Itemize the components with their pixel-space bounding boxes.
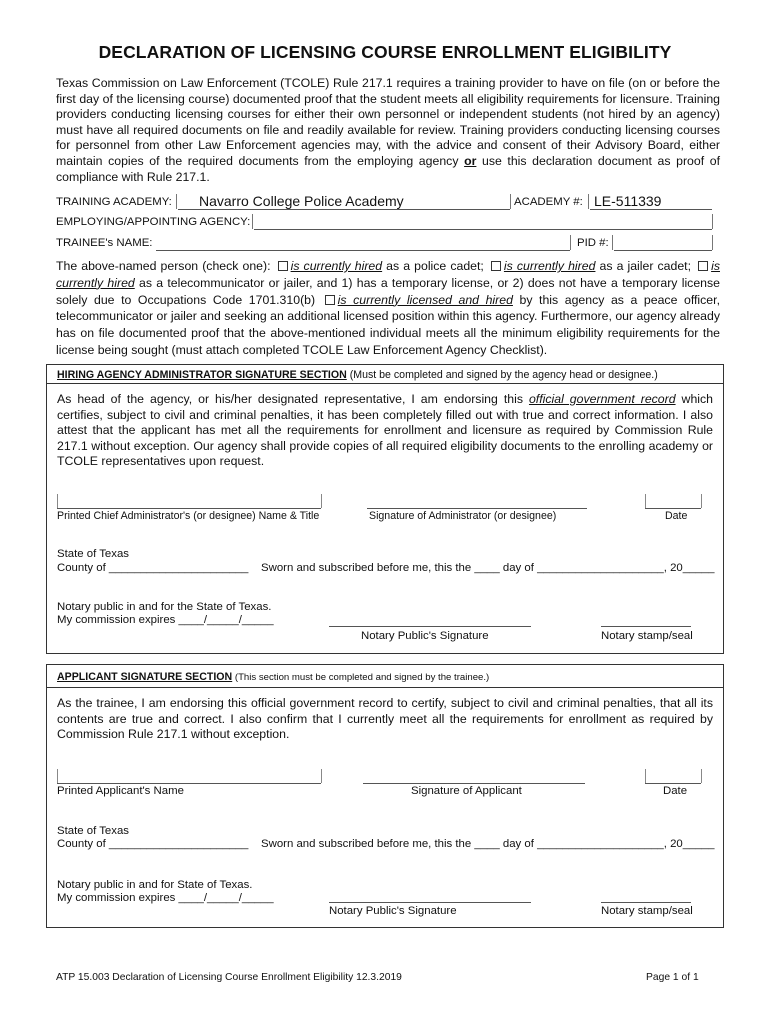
applicant-date-caption: Date — [663, 785, 688, 797]
applicant-name-tick — [57, 769, 58, 783]
intro-or-emphasis: or — [464, 153, 477, 168]
hiring-agency-section — [46, 364, 724, 654]
printed-name-field[interactable] — [57, 508, 321, 509]
trainee-name-field-edge — [570, 235, 571, 250]
checkbox-licensed-hired[interactable] — [325, 295, 335, 305]
intro-text-2: use this declaration document as proof of compliance with Rule 217.1. — [56, 153, 721, 184]
footer-document-id: ATP 15.003 Declaration of Licensing Course Enrollment Eligibility 12.3.2019 — [56, 972, 402, 983]
academy-number-label: ACADEMY #: — [514, 196, 583, 208]
applicant-notary-seal-field[interactable] — [601, 902, 691, 903]
checkbox-telecommunicator[interactable] — [698, 261, 708, 271]
intro-text-1: Texas Commission on Law Enforcement (TCOLE) Rule 217.1 requires a training provider to have on file (on or before the first day of the licensing course) documented proof that the student meets all eligibility requirements for licensure. Training providers conducting licensing courses for either their own personnel or independent students (not hired by an agency) must have all required documents on file and readily available for review. Training providers conducting licensing courses for personnel from other Law Enforcement agencies may, with the advice and consent of their Advisory Board, either maintain copies of the required documents from the employing agency — [56, 76, 720, 168]
academy-number-field-edge-2 — [588, 194, 589, 209]
applicant-sworn: Sworn and subscribed before me, this the ____ day of ____________________, 20_____ — [261, 838, 715, 850]
applicant-heading-divider — [47, 687, 723, 688]
applicant-notary-seal-caption: Notary stamp/seal — [601, 905, 693, 917]
hiring-county: County of ______________________ — [57, 562, 249, 574]
applicant-heading-note: (This section must be completed and signed by the trainee.) — [232, 672, 490, 683]
hiring-text-2: which certifies, subject to civil and criminal penalties, it has been completely filled out with true and correct information. I also attest that the applicant has met all the requirements for enrollment and licensure as required by Commission Rule 217.1 without exception. Our agency shall provide copies of all required eligibility documents to the enrolling academy or TCOLE representatives upon request. — [57, 392, 713, 469]
hiring-text-emph: official government record — [528, 392, 676, 406]
training-academy-field[interactable] — [178, 209, 510, 210]
admin-date-field[interactable] — [645, 508, 701, 509]
employing-agency-field-edge — [252, 214, 253, 229]
admin-signature-caption: Signature of Administrator (or designee) — [369, 510, 557, 522]
hiring-heading-note: (Must be completed and signed by the agency head or designee.) — [346, 369, 658, 381]
applicant-section-heading — [57, 671, 489, 683]
applicant-date-tick — [645, 769, 646, 783]
opt-jailer-cadet-emph: is currently hired — [503, 259, 596, 273]
opt-telecom-emph: is currently hired — [56, 259, 720, 290]
page-title: DECLARATION OF LICENSING COURSE ENROLLMENT ELIGIBILITY — [98, 42, 672, 62]
hiring-heading-divider — [47, 383, 723, 384]
eligibility-checks — [56, 258, 720, 359]
hiring-notary-signature-field[interactable] — [329, 626, 531, 627]
opt-jailer-cadet-text: as a jailer cadet; — [595, 259, 692, 273]
checkbox-police-cadet[interactable] — [278, 261, 288, 271]
hiring-section-heading — [57, 369, 658, 381]
hiring-sworn: Sworn and subscribed before me, this the ____ day of ____________________, 20_____ — [261, 562, 715, 574]
admin-date-caption: Date — [665, 510, 688, 522]
academy-number-field[interactable] — [590, 209, 712, 210]
hiring-text-1: As head of the agency, or his/her designated representative, I am endorsing this — [57, 392, 529, 406]
hiring-notary-sig-caption: Notary Public's Signature — [361, 630, 489, 642]
employing-agency-field[interactable] — [254, 229, 712, 230]
date-tick-r — [701, 494, 702, 508]
applicant-section — [46, 664, 724, 928]
printed-name-tick — [57, 494, 58, 508]
academy-number-field-edge — [510, 194, 511, 209]
hiring-state: State of Texas — [57, 548, 129, 560]
trainee-name-field[interactable] — [156, 250, 570, 251]
applicant-notary-signature-field[interactable] — [329, 902, 531, 903]
applicant-name-tick-r — [321, 769, 322, 783]
hiring-notary: Notary public in and for the State of Texas. — [57, 601, 272, 613]
hiring-notary-seal-field[interactable] — [601, 626, 691, 627]
training-academy-field-edge — [176, 194, 177, 209]
pid-field-edge-r — [712, 235, 713, 250]
hiring-notary-seal-caption: Notary stamp/seal — [601, 630, 693, 642]
applicant-name-caption: Printed Applicant's Name — [57, 785, 184, 797]
pid-field-edge — [612, 235, 613, 250]
hiring-heading-title: HIRING AGENCY ADMINISTRATOR SIGNATURE SECTION — [57, 369, 347, 381]
training-academy-label: TRAINING ACADEMY: — [56, 196, 172, 208]
pid-field[interactable] — [614, 250, 712, 251]
applicant-date-tick-r — [701, 769, 702, 783]
date-tick — [645, 494, 646, 508]
pid-label: PID #: — [577, 237, 609, 249]
hiring-statement — [57, 392, 713, 470]
trainee-name-label: TRAINEE's NAME: — [56, 237, 153, 249]
admin-signature-field[interactable] — [367, 508, 587, 509]
applicant-notary-sig-caption: Notary Public's Signature — [329, 905, 457, 917]
printed-name-tick-r — [321, 494, 322, 508]
employing-agency-field-edge-r — [712, 214, 713, 229]
training-academy-value[interactable]: Navarro College Police Academy — [199, 193, 404, 209]
printed-name-caption: Printed Chief Administrator's (or designee) Name & Title — [57, 510, 320, 522]
applicant-heading-title: APPLICANT SIGNATURE SECTION — [57, 671, 233, 683]
applicant-state: State of Texas — [57, 825, 129, 837]
opt-licensed-emph: is currently licensed and hired — [337, 292, 513, 307]
academy-number-value[interactable]: LE-511339 — [594, 193, 662, 209]
opt-telecom-text: as a telecommunicator or jailer, and 1) has a temporary license, or 2) does not have a temporary license solely due to Occupations Code 1701.310(b) — [56, 275, 720, 307]
applicant-statement: As the trainee, I am endorsing this official government record to certify, subject to civil and criminal penalties, that all its contents are true and correct. I also confirm that I currently meet all the requirements for enrollment as required by Commission Rule 217.1 without exception. — [57, 696, 713, 742]
hiring-commission: My commission expires ____/_____/_____ — [57, 614, 274, 626]
applicant-county: County of ______________________ — [57, 838, 249, 850]
applicant-notary: Notary public in and for State of Texas. — [57, 879, 253, 891]
applicant-commission: My commission expires ____/_____/_____ — [57, 892, 274, 904]
footer-page-number: Page 1 of 1 — [646, 972, 699, 983]
checkbox-jailer-cadet[interactable] — [491, 261, 501, 271]
opt-police-cadet-emph: is currently hired — [290, 259, 383, 273]
opt-police-cadet-text: as a police cadet; — [382, 259, 484, 273]
opt-licensed-text: by this agency as a peace officer, telecommunicator or jailer and seeking an additional licensed position within this agency. Furthermore, our agency already has on file documented proof that the above-mentioned individual meets all the minimum eligibility requirements for the license being sought (must attach completed TCOLE Law Enforcement Agency Checklist). — [56, 292, 720, 357]
intro-paragraph — [56, 76, 720, 185]
checks-lead: The above-named person (check one): — [56, 259, 271, 273]
employing-agency-label: EMPLOYING/APPOINTING AGENCY: — [56, 216, 251, 228]
applicant-signature-caption: Signature of Applicant — [411, 785, 522, 797]
